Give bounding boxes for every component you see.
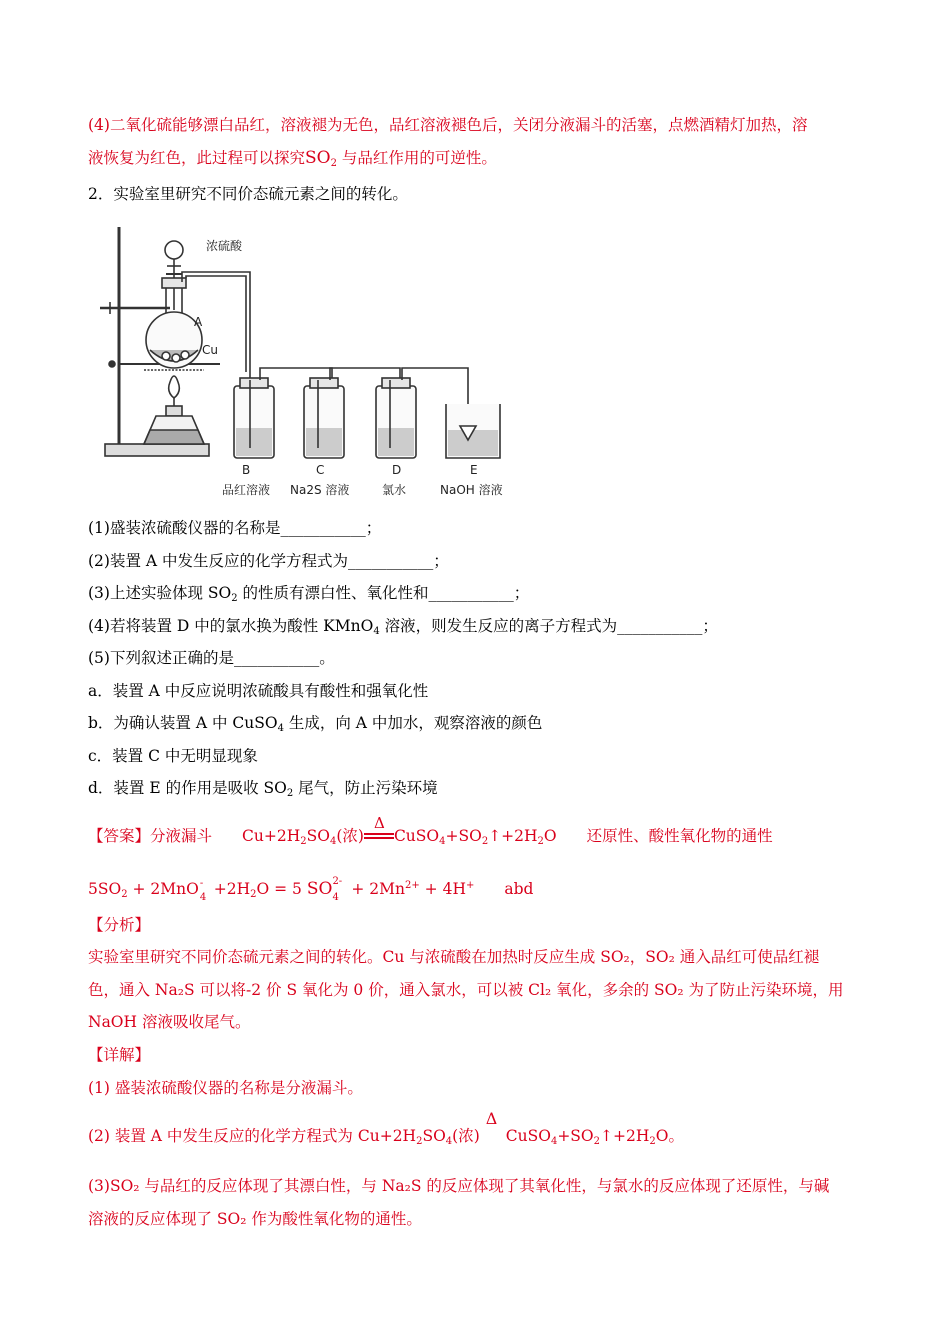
label-C-text: Na2S 溶液 bbox=[290, 483, 350, 497]
label-Cu: Cu bbox=[202, 343, 218, 357]
label-C: C bbox=[316, 463, 325, 477]
option-a: a．装置 A 中反应说明浓硫酸具有酸性和强氧化性 bbox=[88, 682, 429, 700]
option-c: c．装置 C 中无明显现象 bbox=[88, 747, 258, 765]
analysis-line-2: 色，通入 Na₂S 可以将-2 价 S 氧化为 0 价，通入氯水，可以被 Cl₂ 氧化，多余的 SO₂ 为了防止污染环境，用 bbox=[88, 981, 844, 999]
detail-1: (1) 盛装浓硫酸仪器的名称是分液漏斗。 bbox=[88, 1079, 363, 1097]
label-B-text: 品红溶液 bbox=[222, 483, 271, 497]
prev-answer-line-1: (4)二氧化硫能够漂白品红，溶液褪为无色，品红溶液褪色后，关闭分液漏斗的活塞，点燃酒精灯加热，溶 bbox=[88, 116, 808, 134]
option-d: d．装置 E 的作用是吸收 $SO_2$ 尾气，防止污染环境 bbox=[88, 779, 438, 799]
label-D-text: 氯水 bbox=[382, 483, 407, 497]
analysis-label: 【分析】 bbox=[88, 916, 151, 934]
label-E-text: NaOH 溶液 bbox=[440, 483, 503, 497]
label-E: E bbox=[470, 463, 478, 477]
analysis-line-3: NaOH 溶液吸收尾气。 bbox=[88, 1013, 251, 1031]
question-1: (1)盛装浓硫酸仪器的名称是___________； bbox=[88, 519, 382, 537]
label-B: B bbox=[242, 463, 251, 477]
answer-5: abd bbox=[504, 880, 534, 898]
analysis-line-1: 实验室里研究不同价态硫元素之间的转化。Cu 与浓硫酸在加热时反应生成 SO₂，SO₂ 通入品红可使品红褪 bbox=[88, 948, 820, 966]
option-b: b．为确认装置 A 中 CuSO$_4$ 生成，向 A 中加水，观察溶液的颜色 bbox=[88, 714, 543, 734]
question-title: 2．实验室里研究不同价态硫元素之间的转化。 bbox=[88, 185, 408, 203]
detail-label: 【详解】 bbox=[88, 1046, 151, 1064]
question-3: (3)上述实验体现 $SO_2$ 的性质有漂白性、氧化性和___________； bbox=[88, 584, 530, 604]
answer-1: 分液漏斗 bbox=[150, 827, 213, 845]
heat-equals-sign: Δ bbox=[364, 827, 394, 847]
question-5: (5)下列叙述正确的是___________。 bbox=[88, 649, 335, 667]
apparatus-figure bbox=[100, 222, 520, 504]
answer-label: 【答案】 bbox=[88, 827, 151, 845]
answer-3: 还原性、酸性氧化物的通性 bbox=[586, 827, 773, 845]
question-2: (2)装置 A 中发生反应的化学方程式为___________； bbox=[88, 552, 449, 570]
label-A: A bbox=[194, 315, 203, 329]
detail-3-line-2: 溶液的反应体现了 SO₂ 作为酸性氧化物的通性。 bbox=[88, 1210, 422, 1228]
label-acid: 浓硫酸 bbox=[206, 239, 243, 253]
label-D: D bbox=[392, 463, 402, 477]
heat-symbol: Δ bbox=[485, 1109, 498, 1128]
answer-line-1: 【答案】分液漏斗 $Cu+2H_2SO_4$(浓) Δ $CuSO_4+SO_2↑+2H_2O$ 还原性、酸性氧化物的通性 bbox=[88, 814, 773, 847]
detail-2: (2) 装置 A 中发生反应的化学方程式为 $Cu+2H_2SO_4$(浓) Δ $CuSO_4+SO_2↑+2H_2O$。 bbox=[88, 1109, 684, 1147]
prev-answer-line-2: 液恢复为红色，此过程可以探究$SO_2$ 与品红作用的可逆性。 bbox=[88, 148, 497, 169]
detail-3-line-1: (3)SO₂ 与品红的反应体现了其漂白性，与 Na₂S 的反应体现了其氧化性，与氯水的反应体现了还原性，与碱 bbox=[88, 1177, 830, 1195]
question-4: (4)若将装置 D 中的氯水换为酸性 KMnO$_4$ 溶液，则发生反应的离子方程式为___________； bbox=[88, 617, 718, 637]
answer-line-2: $5SO_2 + 2MnO$ - 4 $+2H_2O = 5$ SO 2- 4 + $2Mn^{2+} + 4H^+$ abd bbox=[88, 876, 534, 903]
